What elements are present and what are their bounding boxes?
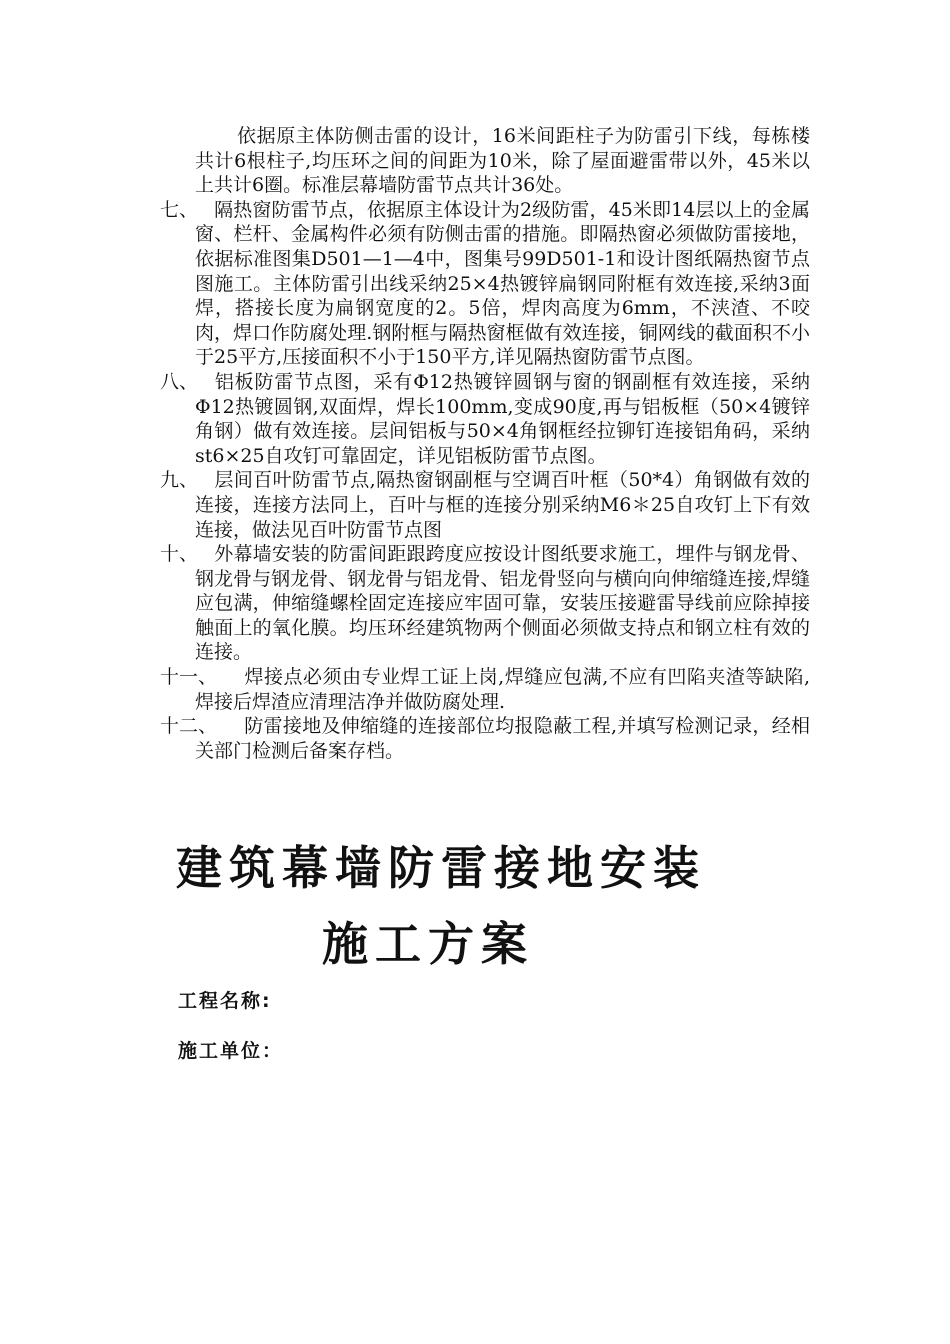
body-text: [160, 124, 810, 763]
item-number: 十、: [160, 543, 199, 566]
item-number: 七、: [160, 198, 199, 221]
item-text: 焊接点必须由专业焊工证上岗,焊缝应包满,不应有凹陷夹渣等缺陷,焊接后焊渣应清理洁净并做防腐处理.: [195, 666, 810, 713]
item-9: [160, 468, 810, 542]
item-8: [160, 370, 810, 468]
intro-paragraph: 依据原主体防侧击雷的设计，16米间距柱子为防雷引下线，每栋楼共计6根柱子,均压环之间的间距为10米，除了屋面避雷带以外，45米以上共计6圈。标准层幕墙防雷节点共计36处。: [195, 125, 810, 197]
item-text: 外幕墙安装的防雷间距跟跨度应按设计图纸要求施工，埋件与钢龙骨、钢龙骨与钢龙骨、钢龙骨与铝龙骨、铝龙骨竖向与横向向伸缩缝连接,焊缝应包满，伸缩缝螺栓固定连接应牢固可靠，安装压接避雷导线前应除掉接触面上的氧化膜。均压环经建筑物两个侧面必须做支持点和钢立柱有效的连接。: [195, 543, 810, 664]
item-7: [160, 198, 810, 370]
cover-title-line-2: 施工方案: [322, 917, 534, 971]
item-text: 层间百叶防雷节点,隔热窗钢副框与空调百叶框（50*4）角钢做有效的连接，连接方法同上，百叶与框的连接分别采纳M6＊25自攻钉上下有效连接，做法见百叶防雷节点图: [195, 469, 810, 541]
cover-title-line-1: 建筑幕墙防雷接地安装: [176, 841, 706, 895]
item-12: [160, 714, 810, 763]
item-text: 防雷接地及伸缩缝的连接部位均报隐蔽工程,并填写检测记录，经相关部门检测后备案存档。: [195, 715, 810, 762]
project-name-label: 工程名称:: [178, 990, 272, 1012]
item-text: 隔热窗防雷节点，依据原主体设计为2级防雷，45米即14层以上的金属窗、栏杆、金属构件必须有防侧击雷的措施。即隔热窗必须做防雷接地，依据标准图集D501—1—4中，图集号99D501-1和设计图纸隔热窗节点图施工。主体防雷引出线采纳25×4热镀锌扁钢同附框有效连接,采纳3面焊，搭接长度为扁钢宽度的2。5倍，焊肉高度为6mm，不浃渣、不咬肉，焊口作防腐处理.钢附框与隔热窗框做有效连接，铜网线的截面积不小于25平方,压接面积不小于150平方,详见隔热窗防雷节点图。: [195, 198, 810, 369]
item-number: 十二、: [160, 715, 218, 738]
item-text: 铝板防雷节点图，采有Φ12热镀锌圆钢与窗的钢副框有效连接，采纳Φ12热镀圆钢,双面焊，焊长100mm,变成90度,再与铝板框（50×4镀锌角钢）做有效连接。层间铝板与50×4角钢框经拉铆钉连接铝角码，采纳st6×25自攻钉可靠固定，详见铝板防雷节点图。: [195, 370, 810, 467]
item-number: 八、: [160, 370, 199, 393]
construction-unit-label: 施工单位：: [178, 1040, 284, 1062]
item-number: 九、: [160, 469, 199, 492]
item-10: [160, 542, 810, 665]
item-11: [160, 665, 810, 714]
item-number: 十一、: [160, 666, 218, 689]
